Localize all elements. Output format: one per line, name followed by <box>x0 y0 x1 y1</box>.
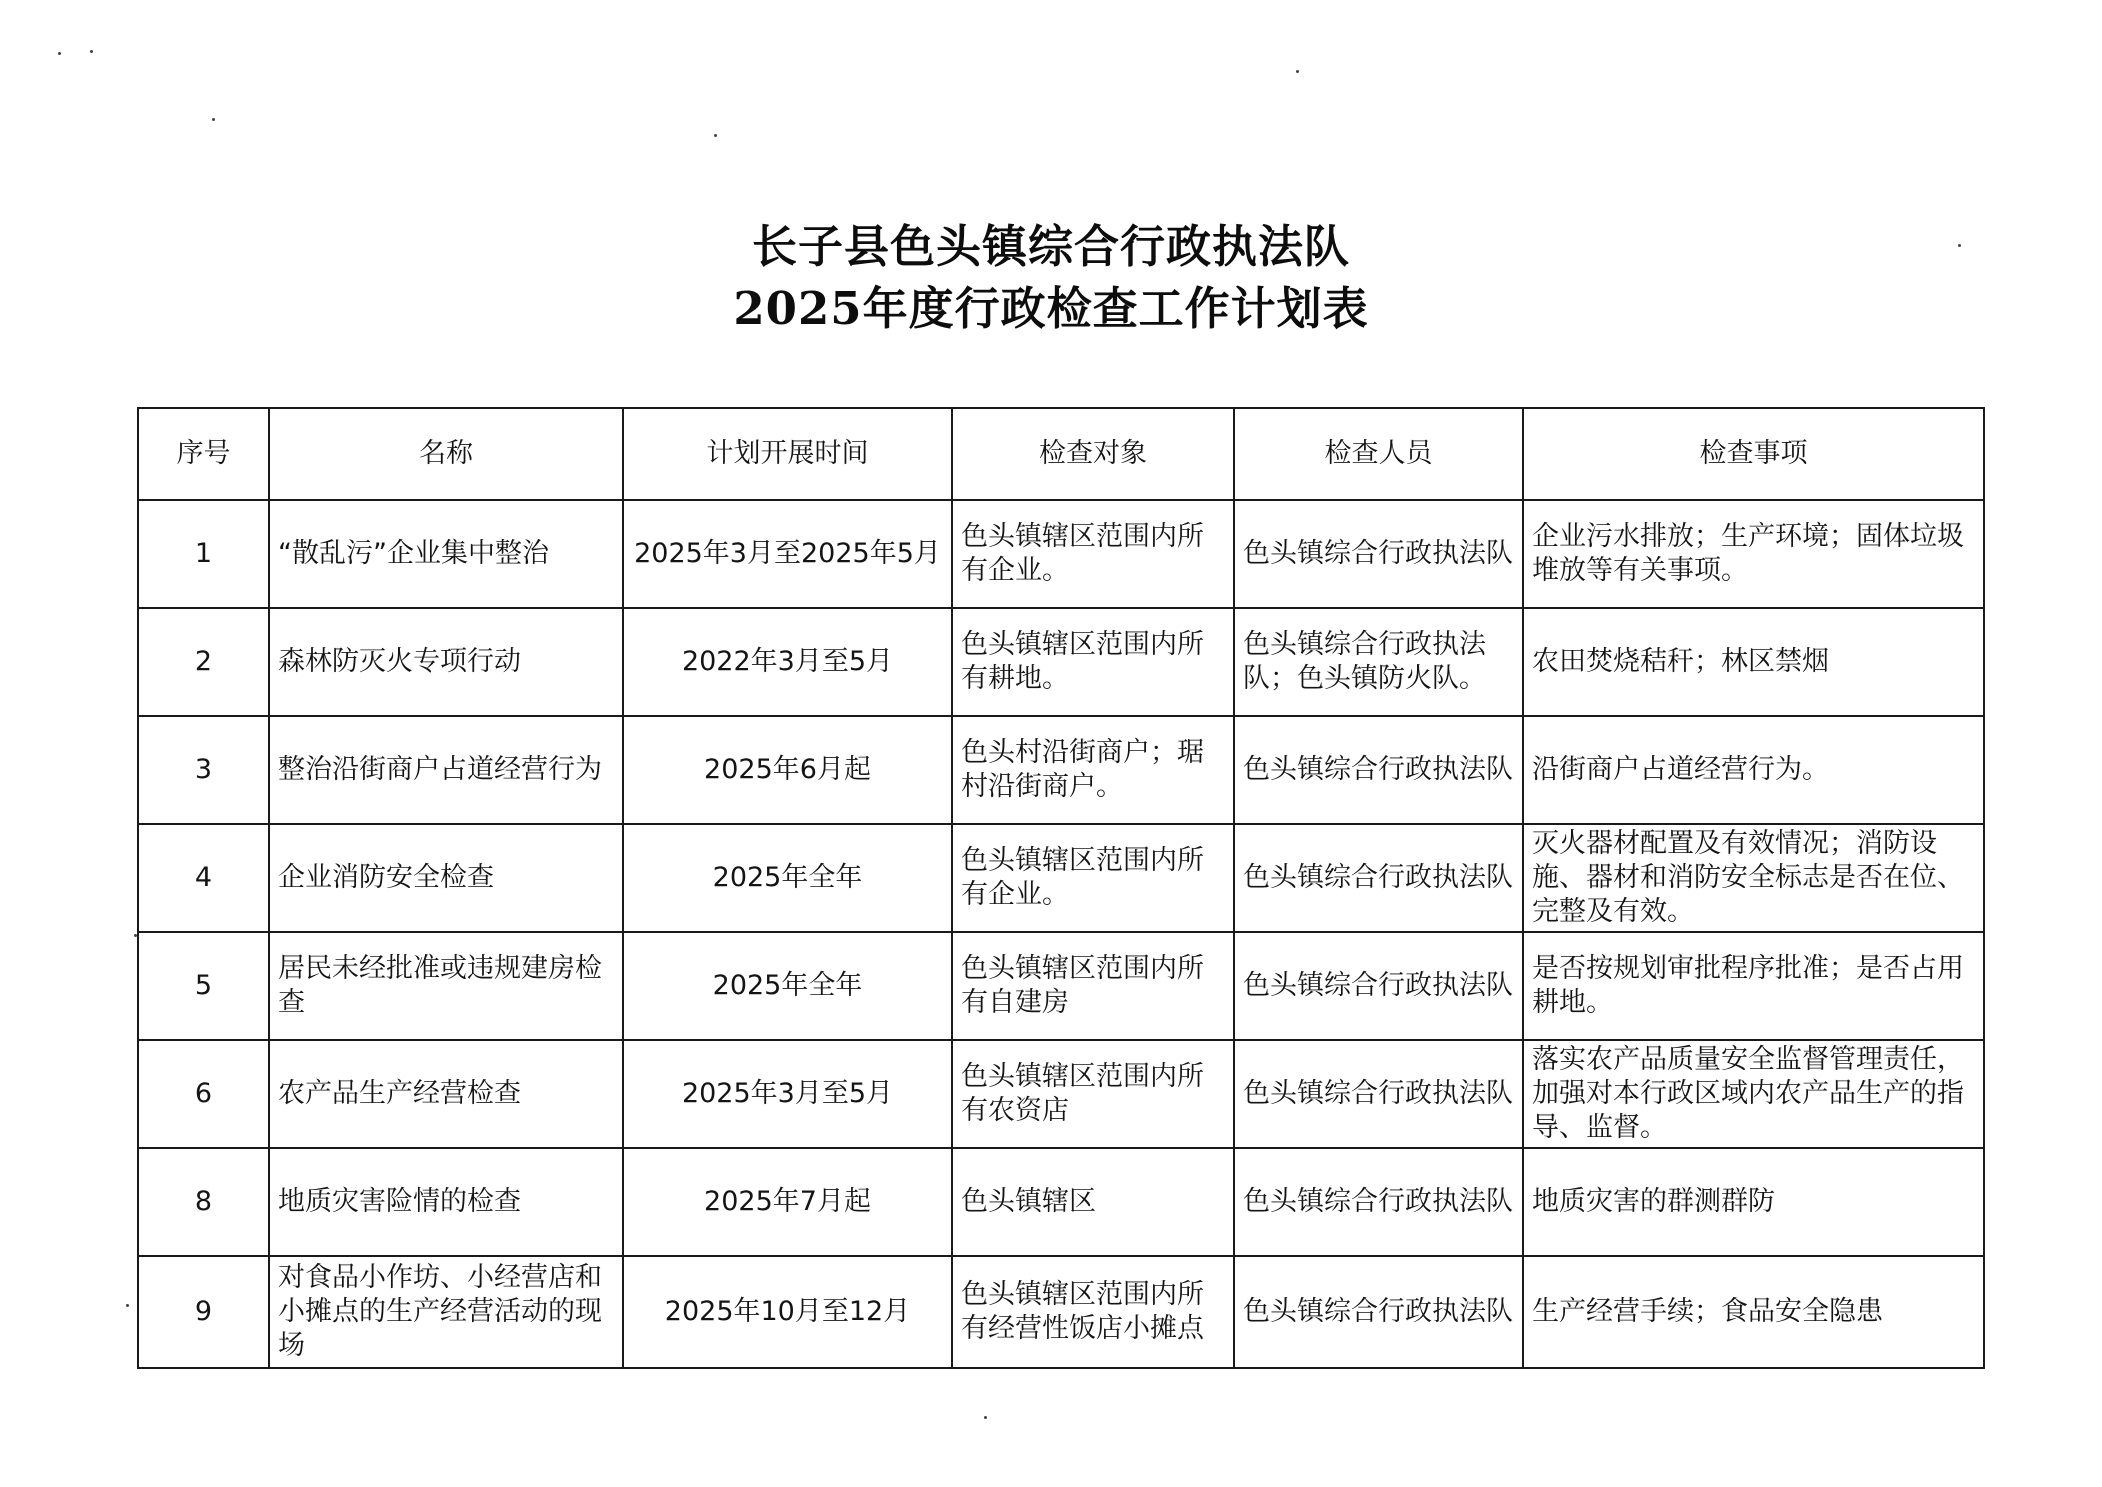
row-staff: 色头镇综合行政执法队 <box>1234 1040 1523 1148</box>
inspection-plan-table <box>137 407 1985 1369</box>
row-name: “散乱污”企业集中整治 <box>269 500 623 608</box>
row-items: 生产经营手续；食品安全隐患 <box>1523 1256 1984 1368</box>
row-target: 色头镇辖区范围内所有自建房 <box>952 932 1234 1040</box>
table-row <box>138 932 1984 1040</box>
row-items: 地质灾害的群测群防 <box>1523 1148 1984 1256</box>
table-row <box>138 716 1984 824</box>
document-title <box>0 216 2102 340</box>
title-line-2: 2025年度行政检查工作计划表 <box>733 282 1369 335</box>
table-row <box>138 824 1984 932</box>
scan-speck <box>212 118 215 121</box>
table-row <box>138 1256 1984 1368</box>
row-time: 2025年3月至2025年5月 <box>623 500 952 608</box>
table-row <box>138 1040 1984 1148</box>
scan-speck <box>984 1416 987 1419</box>
row-name: 整治沿街商户占道经营行为 <box>269 716 623 824</box>
scan-speck <box>1958 244 1961 247</box>
row-target: 色头村沿街商户；琚村沿街商户。 <box>952 716 1234 824</box>
row-target: 色头镇辖区范围内所有耕地。 <box>952 608 1234 716</box>
row-staff: 色头镇综合行政执法队 <box>1234 1148 1523 1256</box>
table-header-row <box>138 408 1984 500</box>
row-no: 8 <box>138 1148 269 1256</box>
row-target: 色头镇辖区 <box>952 1148 1234 1256</box>
row-time: 2025年全年 <box>623 824 952 932</box>
row-items: 企业污水排放；生产环境；固体垃圾堆放等有关事项。 <box>1523 500 1984 608</box>
header-time: 计划开展时间 <box>623 408 952 500</box>
row-staff: 色头镇综合行政执法队 <box>1234 500 1523 608</box>
row-name: 农产品生产经营检查 <box>269 1040 623 1148</box>
row-items: 灭火器材配置及有效情况；消防设施、器材和消防安全标志是否在位、完整及有效。 <box>1523 824 1984 932</box>
table-row <box>138 608 1984 716</box>
row-target: 色头镇辖区范围内所有农资店 <box>952 1040 1234 1148</box>
row-items: 沿街商户占道经营行为。 <box>1523 716 1984 824</box>
row-staff: 色头镇综合行政执法队 <box>1234 824 1523 932</box>
row-items: 农田焚烧秸秆；林区禁烟 <box>1523 608 1984 716</box>
row-name: 企业消防安全检查 <box>269 824 623 932</box>
row-time: 2025年3月至5月 <box>623 1040 952 1148</box>
row-time: 2025年全年 <box>623 932 952 1040</box>
row-staff: 色头镇综合行政执法队 <box>1234 932 1523 1040</box>
row-no: 5 <box>138 932 269 1040</box>
scan-speck <box>134 934 137 937</box>
row-name: 地质灾害险情的检查 <box>269 1148 623 1256</box>
row-no: 1 <box>138 500 269 608</box>
scan-speck <box>90 50 93 53</box>
scan-speck <box>1296 70 1299 73</box>
row-name: 森林防灭火专项行动 <box>269 608 623 716</box>
row-no: 6 <box>138 1040 269 1148</box>
row-time: 2025年7月起 <box>623 1148 952 1256</box>
row-no: 9 <box>138 1256 269 1368</box>
row-staff: 色头镇综合行政执法队；色头镇防火队。 <box>1234 608 1523 716</box>
row-time: 2025年10月至12月 <box>623 1256 952 1368</box>
row-staff: 色头镇综合行政执法队 <box>1234 716 1523 824</box>
row-time: 2022年3月至5月 <box>623 608 952 716</box>
header-no: 序号 <box>138 408 269 500</box>
row-no: 3 <box>138 716 269 824</box>
title-line-1: 长子县色头镇综合行政执法队 <box>751 220 1350 273</box>
row-target: 色头镇辖区范围内所有企业。 <box>952 500 1234 608</box>
scan-speck <box>714 134 717 137</box>
table-row <box>138 1148 1984 1256</box>
header-name: 名称 <box>269 408 623 500</box>
row-target: 色头镇辖区范围内所有经营性饭店小摊点 <box>952 1256 1234 1368</box>
header-staff: 检查人员 <box>1234 408 1523 500</box>
header-target: 检查对象 <box>952 408 1234 500</box>
row-name: 居民未经批准或违规建房检查 <box>269 932 623 1040</box>
row-items: 落实农产品质量安全监督管理责任，加强对本行政区域内农产品生产的指导、监督。 <box>1523 1040 1984 1148</box>
table-row <box>138 500 1984 608</box>
row-no: 2 <box>138 608 269 716</box>
row-staff: 色头镇综合行政执法队 <box>1234 1256 1523 1368</box>
row-no: 4 <box>138 824 269 932</box>
row-name: 对食品小作坊、小经营店和小摊点的生产经营活动的现场 <box>269 1256 623 1368</box>
row-items: 是否按规划审批程序批准；是否占用耕地。 <box>1523 932 1984 1040</box>
row-target: 色头镇辖区范围内所有企业。 <box>952 824 1234 932</box>
row-time: 2025年6月起 <box>623 716 952 824</box>
scan-speck <box>126 1304 129 1307</box>
header-items: 检查事项 <box>1523 408 1984 500</box>
scan-speck <box>58 52 61 55</box>
